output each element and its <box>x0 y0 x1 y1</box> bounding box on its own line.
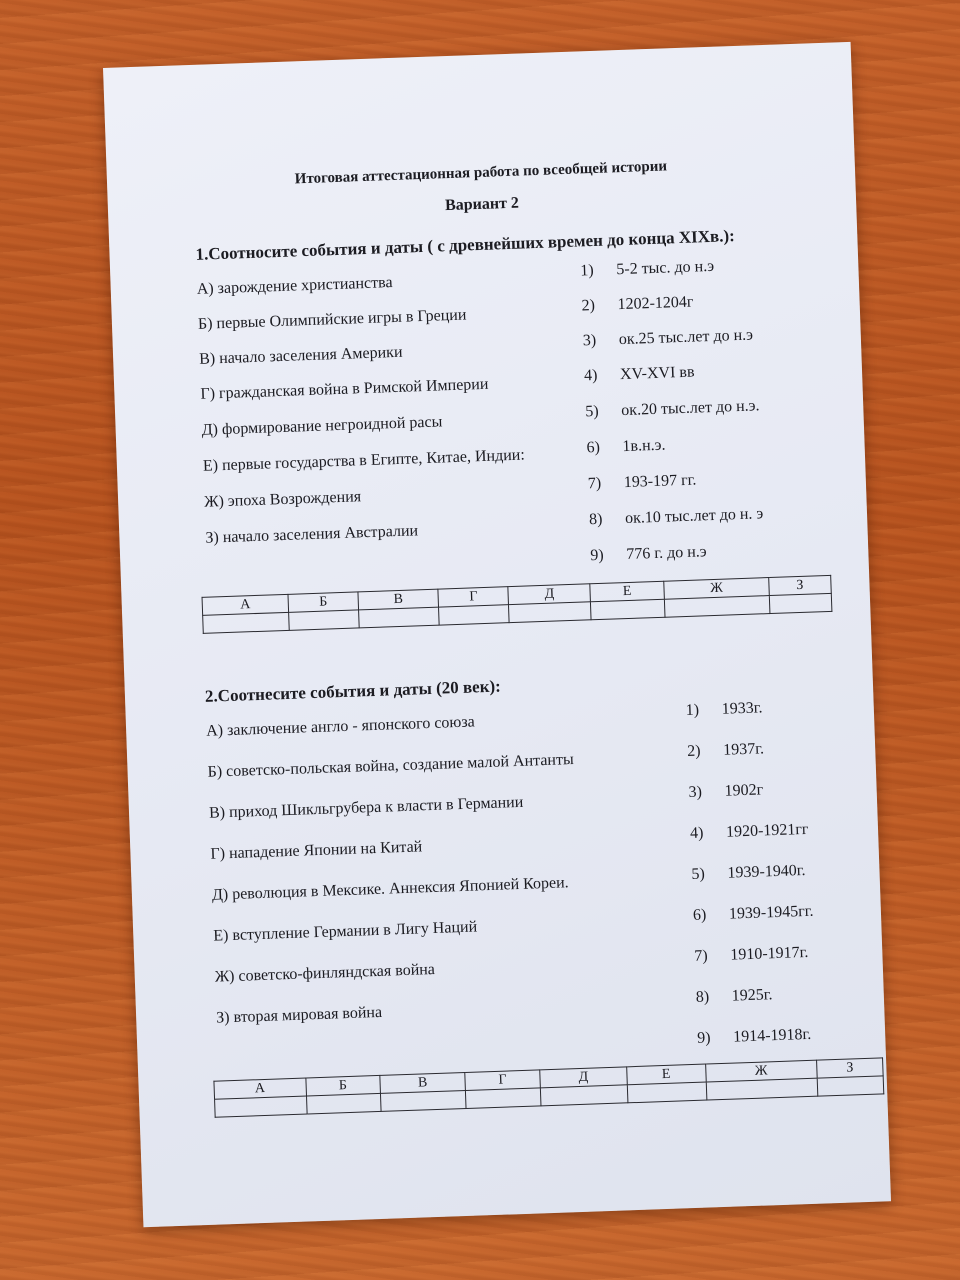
variant-label: Вариант 2 <box>444 194 520 215</box>
answer-cell[interactable] <box>215 1096 307 1117</box>
answer-cell[interactable] <box>380 1090 466 1111</box>
section2-heading: 2.Соотнесите события и даты (20 век): <box>204 676 502 706</box>
section2-item: Б) советско-польская война, создание малой Антанты <box>207 750 574 781</box>
answer-cell[interactable] <box>706 1078 818 1100</box>
table-header-cell: З <box>769 575 832 595</box>
table-header-cell: Б <box>288 592 359 612</box>
section2-item: А) заключение англо - японского союза <box>205 713 476 740</box>
exam-sheet <box>103 42 891 1227</box>
section2-item: В) приход Шикльгрубера к власти в Германии <box>208 793 524 822</box>
answer-cell[interactable] <box>359 607 440 628</box>
section1-option: 2) 1202-1204г <box>581 293 694 315</box>
section2-answer-table <box>213 1057 884 1117</box>
section1-option: 9) 776 г. до н.э <box>590 543 707 565</box>
answer-cell[interactable] <box>627 1082 706 1103</box>
table-header-cell: В <box>380 1072 466 1093</box>
section2-option: 3) 1902г <box>688 781 764 801</box>
table-header-cell: Д <box>508 584 590 605</box>
answer-cell[interactable] <box>509 602 591 623</box>
section1-option: 5) ок.20 тыс.лет до н.э. <box>584 397 760 421</box>
section2-option: 7) 1910-1917г. <box>694 943 809 965</box>
section1-item: Е) первые государства в Египте, Китае, Индии: <box>202 446 526 475</box>
answer-cell[interactable] <box>439 605 510 625</box>
section2-option: 1) 1933г. <box>685 699 763 720</box>
section2-option: 4) 1920-1921гг <box>689 820 809 842</box>
section2-item: Д) революция в Мексике. Аннексия Японией Кореи. <box>211 874 569 904</box>
table-header-cell: Е <box>627 1064 706 1085</box>
answer-cell[interactable] <box>465 1088 540 1109</box>
table-header-cell: А <box>214 1078 306 1099</box>
section2-item: Ж) советско-финляндская война <box>214 960 436 986</box>
section1-option: 7) 193-197 гг. <box>587 471 697 493</box>
section1-option: 1) 5-2 тыс. до н.э <box>580 257 715 280</box>
section1-option: 6) 1в.н.э. <box>586 436 666 457</box>
answer-cell[interactable] <box>769 593 832 613</box>
answer-cell[interactable] <box>664 596 769 618</box>
table-header-cell: А <box>202 594 289 615</box>
section2-option: 5) 1939-1940г. <box>691 861 806 883</box>
table-header-cell: Ж <box>705 1060 817 1082</box>
section2-item: Е) вступление Германии в Лигу Наций <box>213 918 478 945</box>
answer-cell[interactable] <box>203 612 290 633</box>
table-header-cell: З <box>817 1058 884 1078</box>
table-header-cell: Г <box>465 1070 540 1091</box>
section2-option: 6) 1939-1945гг. <box>692 902 814 924</box>
section2-option: 8) 1925г. <box>695 986 773 1006</box>
section2-item: З) вторая мировая война <box>215 1003 383 1027</box>
table-header-cell: Б <box>305 1075 380 1096</box>
section1-answer-table <box>202 575 833 634</box>
section1-item: Г) гражданская война в Римской Империи <box>200 375 489 403</box>
section1-item: Д) формирование негроидной расы <box>201 413 443 439</box>
section2-option: 2) 1937г. <box>686 740 765 761</box>
table-header-cell: Г <box>438 587 509 607</box>
document-title: Итоговая аттестационная работа по всеобщей истории <box>294 158 668 188</box>
section1-option: 8) ок.10 тыс.лет до н. э <box>588 505 764 529</box>
section1-item: А) зарождение христианства <box>196 274 393 298</box>
section1-item: Б) первые Олимпийские игры в Греции <box>197 306 467 333</box>
section2-option: 9) 1914-1918г. <box>696 1025 812 1047</box>
table-header-cell: Ж <box>664 578 769 600</box>
table-header-cell: В <box>358 589 439 610</box>
section1-option: 4) XV-XVI вв <box>583 363 695 385</box>
answer-cell[interactable] <box>540 1085 627 1106</box>
section2-item: Г) нападение Японии на Китай <box>210 838 423 863</box>
table-header-cell: Д <box>540 1067 627 1088</box>
table-header-cell: Е <box>590 581 665 602</box>
section1-item: Ж) эпоха Возрождения <box>203 488 362 511</box>
section1-heading: 1.Соотносите события и даты ( с древнейших времен до конца XIXв.): <box>195 226 736 264</box>
section1-item: З) начало заселения Австралии <box>205 522 419 547</box>
answer-cell[interactable] <box>591 599 666 620</box>
section1-item: В) начало заселения Америки <box>198 343 403 368</box>
answer-cell[interactable] <box>817 1076 884 1096</box>
answer-cell[interactable] <box>306 1093 381 1114</box>
section1-option: 3) ок.25 тыс.лет до н.э <box>582 326 754 350</box>
answer-cell[interactable] <box>289 610 360 630</box>
